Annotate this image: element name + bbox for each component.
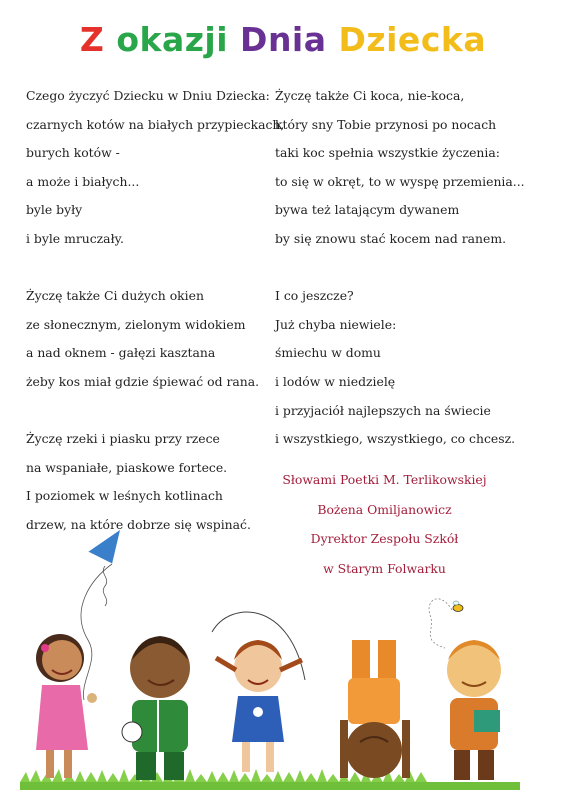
signature-line: Bożena Omiljanowicz	[317, 501, 452, 517]
page-title	[0, 20, 566, 59]
poem-line: I co jeszcze?	[275, 288, 354, 304]
poem-line: I poziomek w leśnych kotlinach	[26, 488, 223, 504]
poem-line: i przyjaciół najlepszych na świecie	[275, 402, 491, 418]
poem-line: Już chyba niewiele:	[275, 316, 397, 332]
poem-line: który sny Tobie przynosi po nocach	[275, 116, 497, 132]
girl-with-kite	[36, 634, 97, 778]
poem-line: to się w okręt, to w wyspę przemienia...	[275, 173, 525, 189]
poem-line: czarnych kotów na białych przypieckach,	[26, 116, 285, 132]
signature-line: Dyrektor Zespołu Szkół	[310, 531, 459, 546]
poem-line: burych kotów -	[26, 145, 120, 161]
poem-line: Życzę rzeki i piasku przy rzece	[26, 431, 220, 447]
poem-line: byle były	[26, 202, 83, 218]
poem-line: ze słonecznym, zielonym widokiem	[26, 316, 246, 332]
poem-line: a może i białych...	[26, 173, 140, 189]
kite-icon	[81, 530, 120, 700]
poem-line: na wspaniałe, piaskowe fortece.	[26, 459, 228, 475]
boy-green-tracksuit	[122, 636, 190, 780]
children-illustration	[0, 520, 566, 800]
title-part-dnia: Dnia	[228, 20, 327, 59]
poem-line: drzew, na które dobrze się wspinać.	[26, 516, 251, 532]
poem-line: Życzę także Ci dużych okien	[26, 288, 204, 304]
bee-icon	[429, 599, 463, 648]
title-part-z: Z	[79, 20, 105, 59]
title-part-dziecka: Dziecka	[326, 20, 487, 59]
stanza-right-1	[275, 82, 535, 254]
grass-strip	[20, 769, 520, 790]
poem-line: śmiechu w domu	[275, 345, 381, 361]
poem-line: i wszystkiego, wszystkiego, co chcesz.	[275, 431, 516, 447]
poem-left-column	[26, 82, 285, 540]
poem-line: i byle mruczały.	[26, 230, 124, 246]
title-part-okazji: okazji	[104, 20, 229, 59]
poem-right-column	[275, 82, 535, 454]
stanza-left-2	[26, 282, 266, 396]
signature-line: w Starym Folwarku	[323, 560, 446, 576]
girl-jump-rope	[212, 612, 305, 772]
boy-handstand	[340, 640, 410, 778]
poem-line: Czego życzyć Dziecku w Dniu Dziecka:	[26, 88, 270, 103]
signature-line: Słowami Poetki M. Terlikowskiej	[282, 472, 487, 487]
stanza-right-2	[275, 282, 535, 454]
poem-line: i lodów w niedzielę	[275, 373, 396, 389]
poem-line: by się znowu stać kocem nad ranem.	[275, 230, 507, 246]
poem-line: Życzę także Ci koca, nie-koca,	[275, 88, 465, 103]
stanza-left-1	[26, 82, 285, 254]
poem-line: taki koc spełnia wszystkie życzenia:	[275, 145, 500, 161]
poem-line: a nad oknem - gałęzi kasztana	[26, 345, 216, 361]
poem-line: żeby kos miał gdzie śpiewać od rana.	[26, 373, 260, 389]
poem-line: bywa też latającym dywanem	[275, 202, 460, 218]
boy-with-book	[447, 640, 501, 780]
